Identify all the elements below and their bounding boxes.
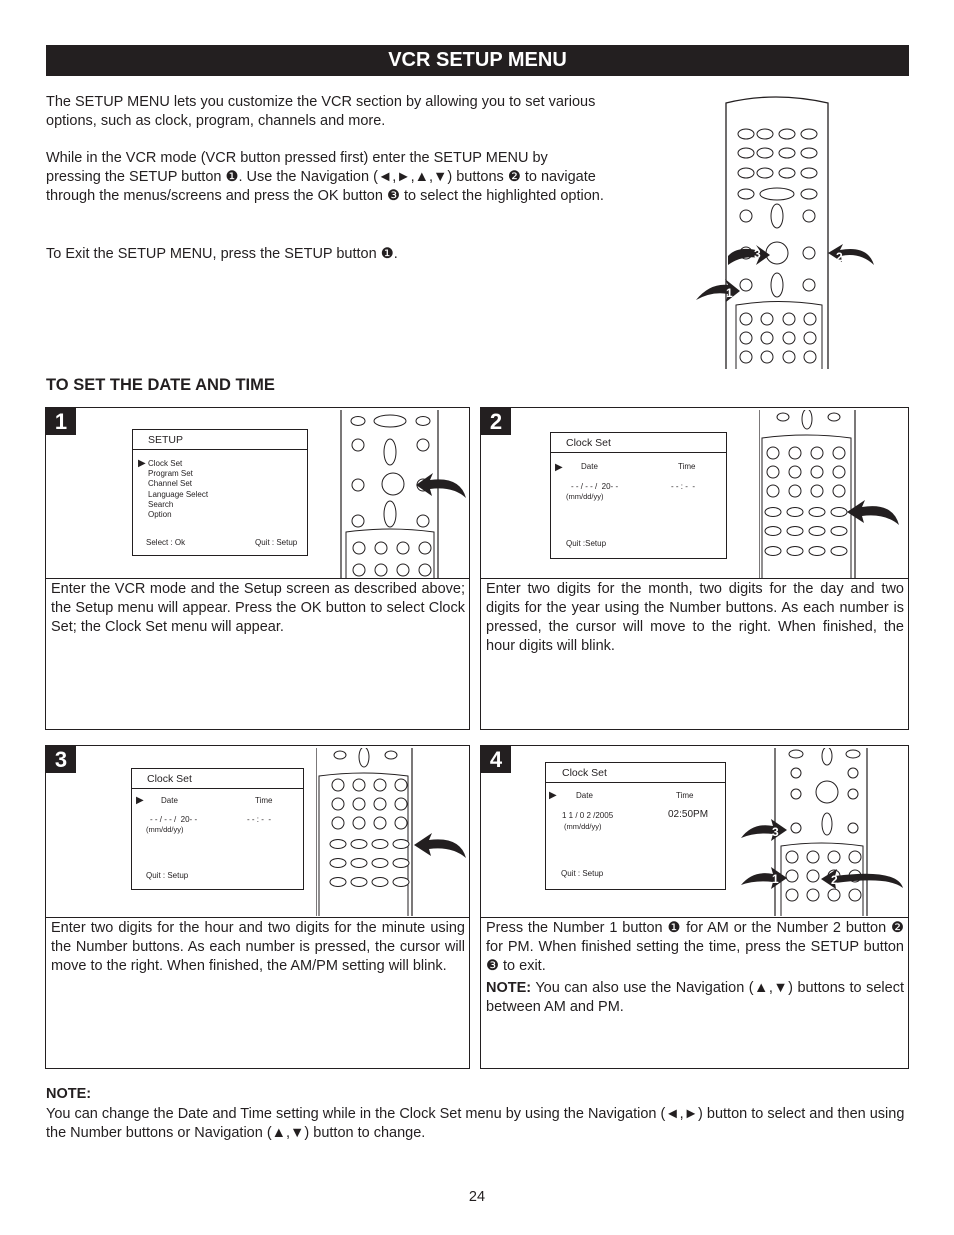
date-format-hint: (mm/dd/yy)	[146, 825, 184, 834]
cursor-arrow-icon: ▶	[549, 790, 557, 801]
step-3-text: Enter two digits for the hour and two digits for the minute using the Number buttons. As each number is pressed, the cursor will move to the right. When finished, the AM/PM setting will blink.	[51, 920, 465, 974]
screen-title: Clock Set	[147, 773, 192, 785]
cursor-arrow-icon: ▶	[136, 795, 144, 806]
page-title: VCR SETUP MENU	[46, 45, 909, 76]
setup-menu-screen	[132, 429, 308, 556]
date-value: 1 1 / 0 2 /2005	[562, 811, 614, 820]
date-format-hint: (mm/dd/yy)	[564, 822, 602, 831]
step-4-panel	[480, 745, 909, 1069]
time-label: Time	[678, 462, 696, 471]
screen-title: Clock Set	[566, 437, 611, 449]
callout-1: 1	[772, 872, 779, 886]
step-4-note-label: NOTE:	[486, 980, 532, 996]
step-4-number: 4	[481, 746, 511, 773]
step-2-panel	[480, 407, 909, 730]
callout-2: 2	[836, 250, 843, 264]
remote-control-illustration	[690, 95, 890, 370]
menu-item-channel-set: Channel Set	[148, 479, 193, 489]
date-label: Date	[576, 791, 593, 800]
step-3-number: 3	[46, 746, 76, 773]
remote-detail-illustration	[338, 410, 468, 578]
menu-item-option: Option	[148, 510, 172, 520]
step-2-text: Enter two digits for the month, two digits for the day and two digits for the year using the Number buttons. As each number is pressed, the cursor will move to the right. When finished, the hour digits will blink.	[486, 581, 904, 654]
date-label: Date	[161, 796, 178, 805]
clock-set-screen	[131, 768, 304, 890]
clock-set-screen	[550, 432, 727, 559]
setup-menu-list	[148, 459, 208, 520]
clock-set-screen	[545, 762, 726, 890]
section-heading: TO SET THE DATE AND TIME	[46, 376, 275, 394]
step-4-note-text: You can also use the Navigation (▲,▼) buttons to select between AM and PM.	[486, 980, 904, 1015]
time-label: Time	[676, 791, 694, 800]
time-value: - - : - -	[671, 482, 695, 491]
menu-item-clock-set: Clock Set	[148, 459, 183, 468]
step-1-text: Enter the VCR mode and the Setup screen as described above; the Setup menu will appear. Press the OK button to select Clock Set; the Clock Set menu will appear.	[51, 581, 465, 635]
screen-footer: Quit : Setup	[146, 871, 189, 880]
screen-footer: Quit :Setup	[566, 539, 607, 548]
time-label: Time	[255, 796, 273, 805]
step-1-panel	[45, 407, 470, 730]
step-3-panel	[45, 745, 470, 1069]
time-value: 02:50PM	[668, 809, 709, 820]
menu-item-search: Search	[148, 499, 174, 509]
note-heading: NOTE:	[46, 1086, 92, 1102]
step-4-note	[486, 979, 904, 1017]
cursor-arrow-icon: ▶	[555, 462, 563, 473]
step-1-number: 1	[46, 408, 76, 435]
step-4-text: Press the Number 1 button ❶ for AM or the Number 2 button ❷ for PM. When finished setting the time, press the SETUP button ❸ to exit.	[486, 920, 904, 974]
callout-1: 1	[726, 286, 733, 300]
time-value: - - : - -	[247, 815, 271, 824]
intro-paragraph-1: The SETUP MENU lets you customize the VCR section by allowing you to set various options, such as clock, program, channels and more.	[46, 94, 596, 129]
date-value: - - / - - / 20- -	[571, 482, 619, 491]
page-number: 24	[468, 1189, 486, 1205]
cursor-arrow-icon: ▶	[138, 458, 146, 469]
screen-title: SETUP	[148, 434, 184, 446]
date-value: - - / - - / 20- -	[150, 815, 198, 824]
callout-3: 3	[754, 247, 761, 261]
screen-footer: Quit : Setup	[561, 869, 604, 878]
date-label: Date	[581, 462, 598, 471]
step-2-number: 2	[481, 408, 511, 435]
remote-detail-illustration	[316, 748, 468, 916]
menu-item-program-set: Program Set	[148, 469, 193, 479]
screen-footer-right: Quit : Setup	[255, 538, 298, 547]
intro-paragraph-3: To Exit the SETUP MENU, press the SETUP button ❶.	[46, 246, 398, 262]
screen-footer-left: Select : Ok	[146, 538, 186, 547]
remote-detail-illustration	[759, 410, 907, 578]
callout-3: 3	[772, 825, 779, 839]
intro-paragraph-2: While in the VCR mode (VCR button pressed first) enter the SETUP MENU by pressing the SETUP button ❶. Use the Navigation (◄,►,▲,▼) buttons ❷ to navigate through the menus/screens and press the OK button ❸ to select the highlighted option.	[46, 150, 604, 204]
remote-detail-illustration	[737, 748, 907, 916]
screen-title: Clock Set	[562, 767, 607, 779]
date-format-hint: (mm/dd/yy)	[566, 492, 604, 501]
note-text: You can change the Date and Time setting while in the Clock Set menu by using the Navigation (◄,►) button to select and then using the Number buttons or Navigation (▲,▼) button to change.	[46, 1106, 905, 1141]
menu-item-language-select: Language Select	[148, 489, 209, 499]
callout-2: 2	[831, 873, 838, 887]
